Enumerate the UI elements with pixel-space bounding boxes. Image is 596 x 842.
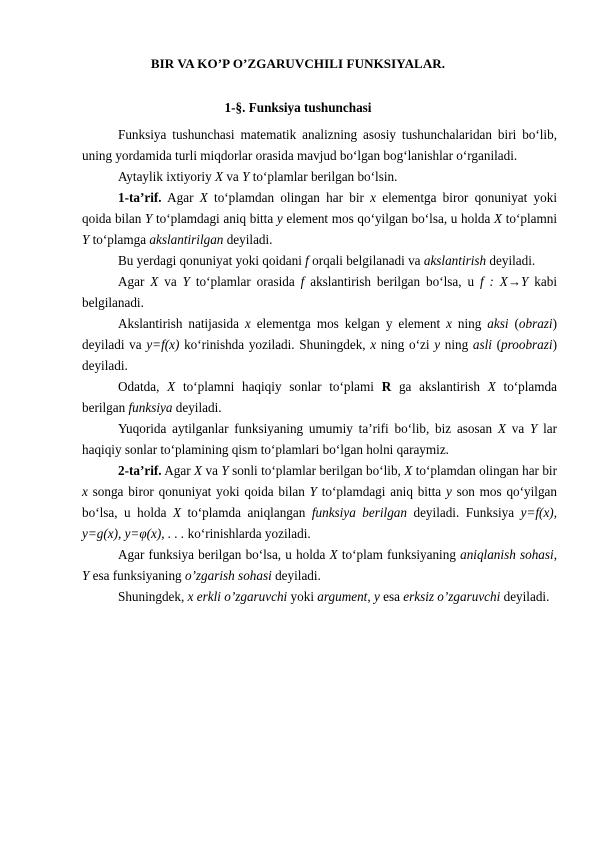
- defined-term: o’zgarish sohasi: [184, 568, 272, 583]
- defined-term: obrazi: [518, 316, 553, 331]
- formula: y=f(x): [146, 337, 180, 352]
- defined-term: akslantirilgan: [149, 232, 224, 247]
- defined-term: asli: [472, 337, 492, 352]
- defined-term: akslantirish: [423, 253, 487, 268]
- paragraph-1: Funksiya tushunchasi matematik analizning asosiy tushunchalaridan biri bo‘lib, uning yordamida turli miqdorlar orasida mavjud bo‘lgan bog‘lanishlar o‘rganiladi.: [82, 127, 557, 163]
- paragraph-5: Agar X va Y to‘plamlar orasida f akslantirish berilgan bo‘lsa, u f : X→Y kabi belgilanadi.: [82, 274, 557, 310]
- paragraph-7: Odatda, X to‘plamni haqiqiy sonlar to‘plami R ga akslantirish X to‘plamda berilgan funksiya deyiladi.: [82, 379, 557, 415]
- paragraph-8: Yuqorida aytilganlar funksiyaning umumiy ta’rifi bo‘lib, biz asosan X va Y lar haqiqiy sonlar to‘plamining qism to‘plamlari bo‘lgan holni qaraymiz.: [82, 421, 558, 457]
- definition-label: 2-ta’rif.: [118, 463, 162, 478]
- paragraph-2: Aytaylik ixtiyoriy X va Y to‘plamlar berilgan bo‘lsin.: [118, 169, 398, 184]
- paragraph-10: Agar funksiya berilgan bo‘lsa, u holda X to‘plam funksiyaning aniqlanish sohasi, Y esa funksiyaning o’zgarish sohasi deyiladi.: [82, 547, 557, 583]
- document-body: [82, 124, 557, 607]
- document-title: BIR VA KO’P O’ZGARUVCHILI FUNKSIYALAR.: [150, 56, 446, 71]
- defined-term: proobrazi: [501, 337, 553, 352]
- paragraph-6: Akslantirish natijasida x elementga mos kelgan y element x ning aksi (obrazi) deyiladi va y=f(x) ko‘rinishda yoziladi. Shuningdek, x ning o‘zi y ning asli (proobrazi) deyiladi.: [82, 316, 557, 373]
- section-heading: 1-§. Funksiya tushunchasi: [224, 100, 372, 115]
- real-numbers-symbol: R: [381, 379, 392, 394]
- mapping-notation: f : X→Y: [479, 274, 529, 289]
- defined-term: argument: [317, 589, 368, 604]
- definition-label: 1-ta’rif.: [118, 190, 162, 205]
- defined-term: aksi: [487, 316, 509, 331]
- defined-term: funksiya berilgan: [311, 505, 407, 520]
- definition-2: 2-ta’rif. Agar X va Y sonli to‘plamlar berilgan bo‘lib, X to‘plamdan olingan har bir x songa biror qonuniyat yoki qoida bilan Y to‘plamdagi aniq bitta y son mos qo‘yilgan bo‘lsa, u holda X to‘plamda aniqlangan funksiya berilgan deyiladi. Funksiya y=f(x), y=g(x), y=φ(x), . . . ko‘rinishlarda yoziladi.: [82, 463, 557, 541]
- definition-1: 1-ta’rif. Agar X to‘plamdan olingan har bir x elementga biror qonuniyat yoki qoida bilan Y to‘plamdagi aniq bitta y element mos qo‘yilgan bo‘lsa, u holda X to‘plamni Y to‘plamga akslantirilgan deyiladi.: [82, 190, 558, 247]
- defined-term: aniqlanish sohasi: [460, 547, 554, 562]
- defined-term: erksiz o’zgaruvchi: [403, 589, 501, 604]
- paragraph-4: Bu yerdagi qonuniyat yoki qoidani f orqali belgilanadi va akslantirish deyiladi.: [118, 253, 536, 268]
- formula: y=f(x), y=g(x), y=φ(x), . . .: [82, 505, 557, 541]
- paragraph-11: Shuningdek, x erkli o’zgaruvchi yoki argument, y esa erksiz o’zgaruvchi deyiladi.: [118, 589, 550, 604]
- defined-term: erkli o’zgaruvchi: [196, 589, 288, 604]
- defined-term: funksiya: [128, 400, 173, 415]
